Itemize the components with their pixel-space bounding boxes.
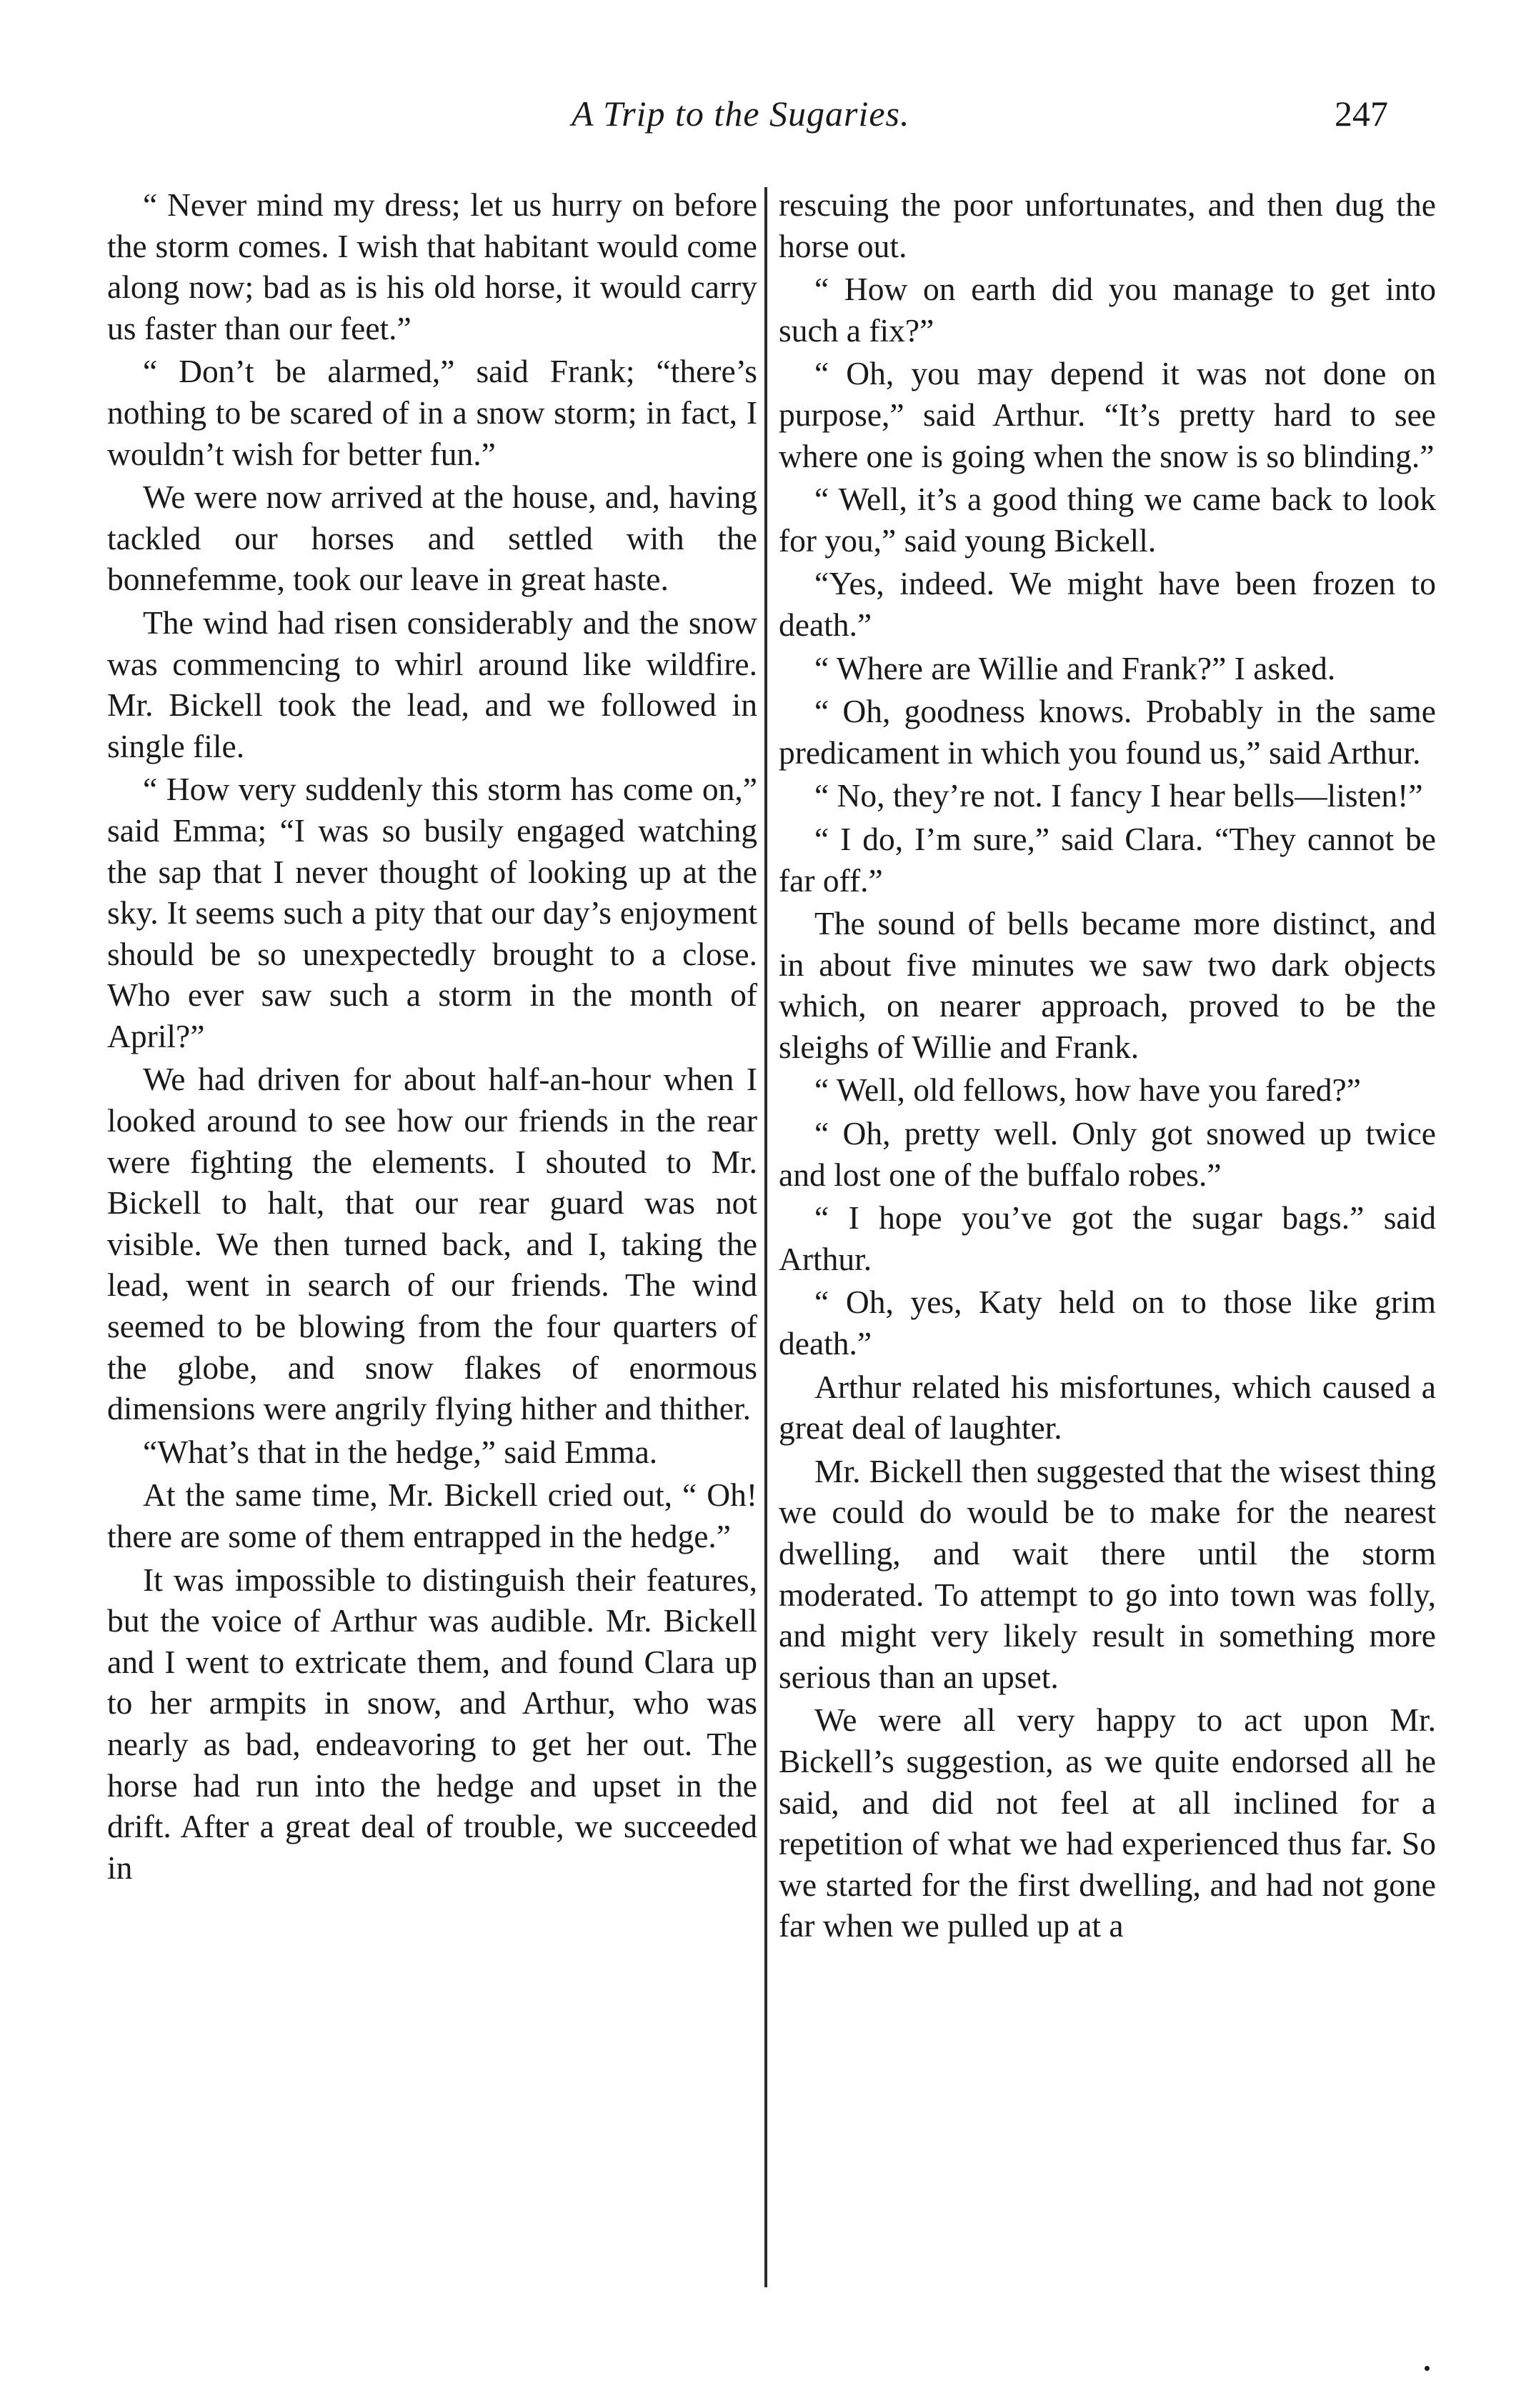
ink-speck [1425, 2366, 1430, 2371]
running-title: A Trip to the Sugaries. [572, 94, 910, 134]
paragraph: Mr. Bickell then suggested that the wisest thing we could do would be to make for the nearest dwelling, and wait there until the storm moderated. To attempt to go into town was folly, and might very likely result in something more serious than an upset. [779, 1452, 1436, 1695]
paragraph: We were now arrived at the house, and, having tackled our horses and settled with the bonnefemme, took our leave in great haste. [107, 479, 757, 598]
paragraph: “ Oh, you may depend it was not done on purpose,” said Arthur. “It’s pretty hard to see where one is going when the snow is so blinding.” [779, 355, 1436, 474]
paragraph: “ Don’t be alarmed,” said Frank; “there’s nothing to be scared of in a snow storm; in fact, I wouldn’t wish for better fun.” [107, 353, 757, 472]
paragraph: We were all very happy to act upon Mr. Bickell’s suggestion, as we quite endorsed all he said, and did not feel at all inclined for a repetition of what we had experienced thus far. So we started for the first dwelling, and had not gone far when we pulled up at a [779, 1702, 1436, 1944]
paragraph: “What’s that in the hedge,” said Emma. [143, 1433, 658, 1470]
paragraph: “Yes, indeed. We might have been frozen to death.” [779, 565, 1436, 643]
page-header [0, 93, 1526, 150]
paragraph: “ Oh, goodness knows. Probably in the same predicament in which you found us,” said Arthur. [779, 693, 1436, 771]
paragraph: We had driven for about half-an-hour when I looked around to see how our friends in the rear were fighting the elements. I shouted to Mr. Bickell to halt, that our rear guard was not visible. We then turned back, and I, taking the lead, went in search of our friends. The wind seemed to be blowing from the four quarters of the globe, and snow flakes of enormous dimensions were angrily flying hither and thither. [107, 1061, 757, 1427]
paragraph: “ Well, old fellows, how have you fared?” [814, 1071, 1361, 1109]
paragraph: “ Where are Willie and Frank?” I asked. [814, 649, 1336, 686]
paragraph: “ Oh, yes, Katy held on to those like grim death.” [779, 1284, 1436, 1362]
paragraph: “ Never mind my dress; let us hurry on before the storm comes. I wish that habitant would come along now; bad as is his old horse, it would carry us faster than our feet.” [107, 186, 757, 346]
left-column [107, 184, 757, 1890]
paragraph: “ How very suddenly this storm has come on,” said Emma; “I was so busily engaged watching the sap that I never thought of looking up at the sky. It seems such a pity that our day’s enjoyment should be so unexpectedly brought to a close. Who ever saw such a storm in the month of April?” [107, 771, 757, 1054]
paragraph: “ No, they’re not. I fancy I hear bells—listen!” [814, 777, 1423, 814]
paragraph: “ I do, I’m sure,” said Clara. “They cannot be far off.” [779, 820, 1436, 899]
paragraph-continued: rescuing the poor unfortunates, and then dug the horse out. [779, 186, 1436, 264]
paragraph: Arthur related his misfortunes, which caused a great deal of laughter. [779, 1368, 1436, 1447]
page-number: 247 [1335, 94, 1388, 134]
right-column [779, 184, 1436, 1949]
column-divider [764, 187, 767, 2287]
paragraph: At the same time, Mr. Bickell cried out, “ Oh! there are some of them entrapped in the hedge.” [107, 1477, 757, 1554]
paragraph: The sound of bells became more distinct, and in about five minutes we saw two dark objects which, on nearer approach, proved to be the sleighs of Willie and Frank. [779, 905, 1436, 1065]
paragraph: It was impossible to distinguish their features, but the voice of Arthur was audible. Mr. Bickell and I went to extricate them, and found Clara up to her armpits in snow, and Arthur, who was nearly as bad, endeavoring to get her out. The horse had run into the hedge and upset in the drift. After a great deal of trouble, we succeeded in [107, 1561, 757, 1886]
paragraph: “ Oh, pretty well. Only got snowed up twice and lost one of the buffalo robes.” [779, 1115, 1436, 1193]
paragraph: “ How on earth did you manage to get into such a fix?” [779, 271, 1436, 349]
paragraph: The wind had risen considerably and the snow was commencing to whirl around like wildfire. Mr. Bickell took the lead, and we followed in single file. [107, 604, 757, 764]
paragraph: “ I hope you’ve got the sugar bags.” said Arthur. [779, 1199, 1436, 1277]
paragraph: “ Well, it’s a good thing we came back to look for you,” said young Bickell. [779, 481, 1436, 559]
